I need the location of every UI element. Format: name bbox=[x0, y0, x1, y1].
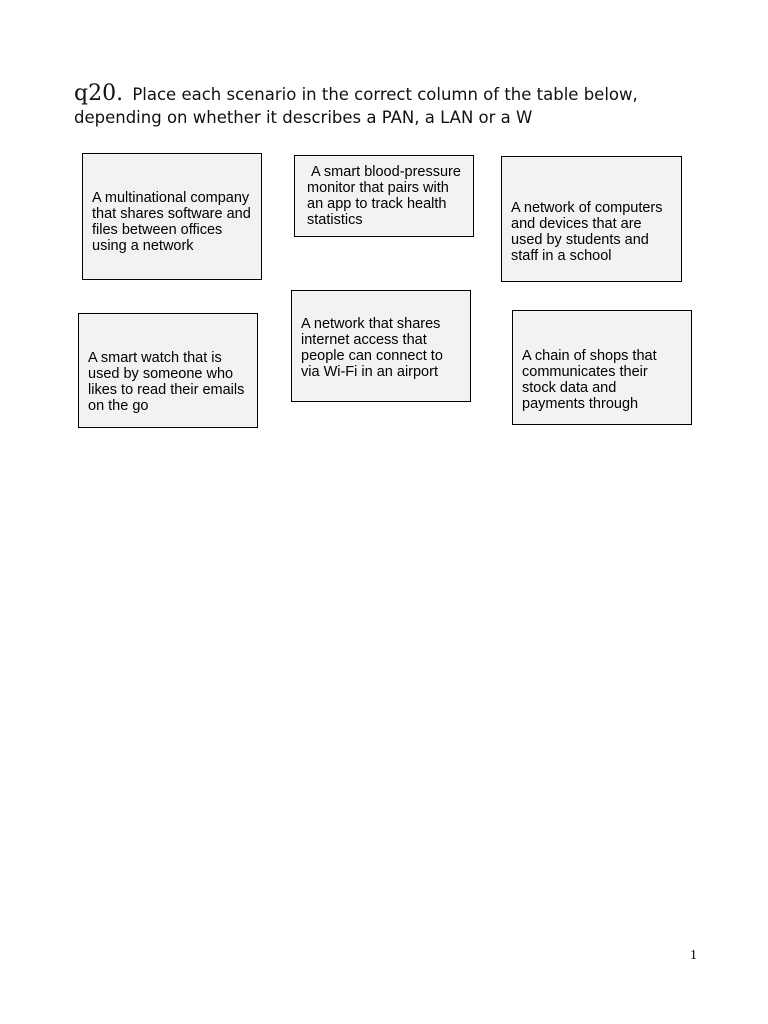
scenario-card-multinational[interactable] bbox=[82, 153, 262, 280]
scenario-card-blood-pressure[interactable] bbox=[294, 155, 474, 237]
scenario-card-text: A multinational company that shares software and files between offices using a network bbox=[92, 189, 255, 254]
scenario-card-smart-watch[interactable] bbox=[78, 313, 258, 428]
question-text: Place each scenario in the correct column of the table below, depending on whether it describes a PAN, a LAN or a W bbox=[74, 85, 638, 127]
page-number: 1 bbox=[690, 948, 697, 963]
scenario-card-text: A network of computers and devices that are used by students and staff in a school bbox=[511, 200, 667, 264]
question-prompt bbox=[74, 82, 714, 129]
scenario-card-text: A smart blood-pressure monitor that pairs with an app to track health statistics bbox=[307, 164, 465, 228]
scenario-card-text: A network that shares internet access that people can connect to via Wi-Fi in an airport bbox=[301, 316, 447, 380]
scenario-card-chain-of-shops[interactable] bbox=[512, 310, 692, 425]
scenario-card-airport-wifi[interactable] bbox=[291, 290, 471, 402]
question-number: q20. bbox=[74, 81, 124, 106]
scenario-card-text: A smart watch that is used by someone who likes to read their emails on the go bbox=[88, 349, 249, 414]
scenario-card-text: A chain of shops that communicates their stock data and payments through bbox=[522, 348, 661, 412]
scenario-card-school-network[interactable] bbox=[501, 156, 682, 282]
